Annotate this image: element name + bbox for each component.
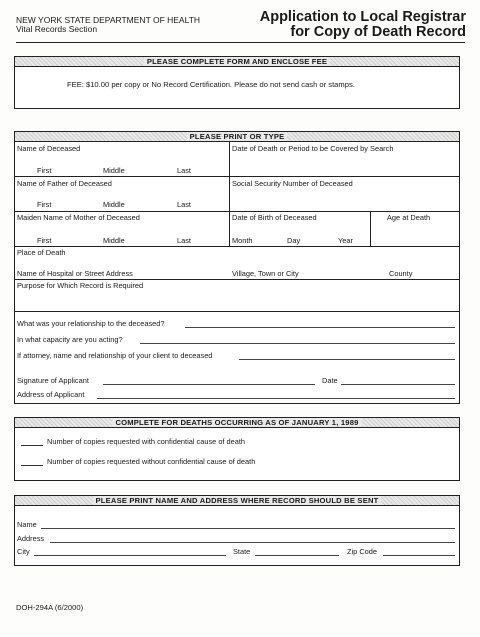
fee-banner: PLEASE COMPLETE FORM AND ENCLOSE FEE <box>15 57 459 67</box>
label-last: Last <box>177 236 191 245</box>
attorney-field[interactable] <box>239 359 455 360</box>
label-ssn: Social Security Number of Deceased <box>232 179 353 188</box>
label-day: Day <box>287 236 301 245</box>
label-name-of-deceased: Name of Deceased <box>17 144 81 153</box>
capacity-field[interactable] <box>140 343 455 344</box>
with-cause-count-field[interactable] <box>21 438 43 446</box>
label-date: Date <box>322 376 338 385</box>
label-middle: Middle <box>103 200 125 209</box>
label-date-of-birth: Date of Birth of Deceased <box>232 213 317 222</box>
mailing-address-box <box>14 495 460 566</box>
fee-box <box>14 56 460 109</box>
label-year: Year <box>338 236 353 245</box>
label-month: Month <box>232 236 253 245</box>
label-city: City <box>17 547 30 556</box>
cause-banner: COMPLETE FOR DEATHS OCCURRING AS OF JANUARY 1, 1989 <box>15 418 459 428</box>
label-address: Address <box>17 534 45 543</box>
age-divider <box>370 212 371 247</box>
cause-of-death-box <box>14 417 460 481</box>
label-signature: Signature of Applicant <box>17 376 89 385</box>
label-name-of-father: Name of Father of Deceased <box>17 179 112 188</box>
label-address-applicant: Address of Applicant <box>17 390 85 399</box>
label-name: Name <box>17 520 37 529</box>
form-title <box>260 10 466 40</box>
label-without-cause: Number of copies requested without confidential cause of death <box>47 457 256 466</box>
label-hospital: Name of Hospital or Street Address <box>17 269 133 278</box>
label-with-cause: Number of copies requested with confidential cause of death <box>47 437 246 446</box>
header-agency <box>16 16 200 34</box>
label-last: Last <box>177 200 191 209</box>
label-first: First <box>37 200 52 209</box>
row-divider <box>15 176 459 177</box>
row-divider <box>15 246 459 247</box>
label-capacity: In what capacity are you acting? <box>17 335 123 344</box>
label-purpose: Purpose for Which Record is Required <box>17 281 144 290</box>
label-age-at-death: Age at Death <box>387 213 431 222</box>
mail-banner: PLEASE PRINT NAME AND ADDRESS WHERE RECORD SHOULD BE SENT <box>15 496 459 506</box>
relationship-field[interactable] <box>185 327 455 328</box>
label-first: First <box>37 166 52 175</box>
row-divider <box>15 279 459 280</box>
label-middle: Middle <box>103 236 125 245</box>
fee-text: FEE: $10.00 per copy or No Record Certification. Please do not send cash or stamps. <box>67 80 355 89</box>
header-rule <box>16 42 465 43</box>
label-last: Last <box>177 166 191 175</box>
label-date-of-death: Date of Death or Period to be Covered by Search <box>232 144 394 153</box>
label-maiden-name-mother: Maiden Name of Mother of Deceased <box>17 213 140 222</box>
mail-name-field[interactable] <box>41 528 455 529</box>
label-county: County <box>389 269 413 278</box>
without-cause-row <box>21 457 255 466</box>
deceased-info-box <box>14 131 460 404</box>
label-first: First <box>37 236 52 245</box>
mail-city-field[interactable] <box>34 555 226 556</box>
label-place-of-death: Place of Death <box>17 248 66 257</box>
row-divider <box>15 311 459 312</box>
label-relationship: What was your relationship to the deceased? <box>17 319 165 328</box>
label-village: Village, Town or City <box>232 269 299 278</box>
column-divider <box>229 142 230 247</box>
label-middle: Middle <box>103 166 125 175</box>
section-name: Vital Records Section <box>16 24 98 34</box>
form-id: DOH-294A (6/2000) <box>16 603 84 612</box>
label-zip: Zip Code <box>347 547 377 556</box>
department-name: NEW YORK STATE DEPARTMENT OF HEALTH <box>16 15 201 25</box>
date-field[interactable] <box>341 384 455 385</box>
mail-zip-field[interactable] <box>383 555 455 556</box>
row-divider <box>15 211 459 212</box>
mail-address-field[interactable] <box>50 542 455 543</box>
form-title-line2: for Copy of Death Record <box>290 24 466 40</box>
mail-state-field[interactable] <box>255 555 339 556</box>
form-title-line1: Application to Local Registrar <box>259 9 466 25</box>
label-attorney: If attorney, name and relationship of your client to deceased <box>17 351 213 360</box>
without-cause-count-field[interactable] <box>21 458 43 466</box>
signature-field[interactable] <box>103 384 315 385</box>
with-cause-row <box>21 437 245 446</box>
label-state: State <box>233 547 251 556</box>
address-applicant-field[interactable] <box>97 398 455 399</box>
print-banner: PLEASE PRINT OR TYPE <box>15 132 459 142</box>
